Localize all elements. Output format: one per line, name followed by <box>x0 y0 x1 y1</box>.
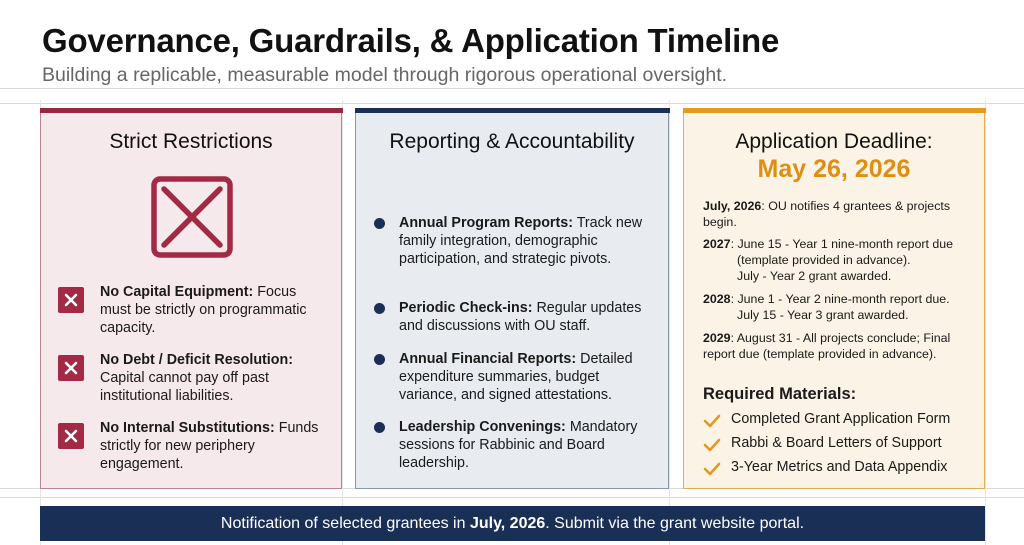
divider <box>669 100 670 545</box>
required-materials-title: Required Materials: <box>703 385 857 403</box>
panel-title: Reporting & Accountability <box>389 130 635 153</box>
report-description: Mandatory sessions for Rabbinic and Board leadership. <box>399 419 638 471</box>
deadline-date: May 26, 2026 <box>757 155 911 183</box>
timeline-text: July - Year 2 grant awarded. <box>737 269 892 283</box>
bullet-icon <box>374 303 385 314</box>
timeline-year: July, 2026 <box>703 199 762 213</box>
timeline-text: : June 1 - Year 2 nine-month report due. <box>730 292 950 306</box>
checkmark-icon <box>703 438 721 452</box>
page-title: Governance, Guardrails, & Application Timeline <box>42 22 780 59</box>
restriction-text <box>100 283 330 337</box>
divider <box>0 497 1024 498</box>
report-label: Annual Financial Reports: <box>399 351 577 367</box>
bullet-icon <box>374 354 385 365</box>
list-item <box>703 459 973 479</box>
restriction-label: No Internal Substitutions: <box>100 420 275 436</box>
required-item: Rabbi & Board Letters of Support <box>731 435 942 451</box>
timeline-year: 2029 <box>703 331 731 345</box>
report-label: Annual Program Reports: <box>399 215 573 231</box>
timeline-text: : June 15 - Year 1 nine-month report due <box>730 237 954 251</box>
report-label: Leadership Convenings: <box>399 419 566 435</box>
report-label: Periodic Check-ins: <box>399 300 533 316</box>
divider <box>985 100 986 545</box>
timeline-item <box>703 291 973 323</box>
report-description: Detailed expenditure summaries, budget variance, and signed attestations. <box>399 351 633 403</box>
timeline-item <box>703 236 973 284</box>
timeline-text: : OU notifies 4 grantees & projects begin. <box>703 199 951 229</box>
restriction-text <box>100 419 330 473</box>
reporting-panel <box>355 108 669 489</box>
bullet-icon <box>374 422 385 433</box>
restriction-text <box>100 351 330 405</box>
bullet-icon <box>374 218 385 229</box>
restrictions-panel <box>40 108 342 489</box>
footer-banner <box>40 506 985 541</box>
restriction-label: No Debt / Deficit Resolution: <box>100 352 294 368</box>
timeline-text: : August 31 - All projects conclude; Final report due (template provided in advance). <box>703 331 951 361</box>
divider <box>0 88 1024 89</box>
timeline-year: 2028 <box>703 292 731 306</box>
checkmark-icon <box>703 462 721 476</box>
report-text <box>399 299 659 335</box>
panel-accent-bar <box>683 108 986 113</box>
panel-title: Strict Restrictions <box>109 130 273 153</box>
x-icon <box>58 355 84 381</box>
report-text <box>399 350 659 404</box>
footer-text: . Submit via the grant website portal. <box>545 515 805 532</box>
x-icon <box>58 287 84 313</box>
deadline-panel <box>683 108 985 489</box>
report-description: Regular updates and discussions with OU staff. <box>399 300 642 334</box>
divider <box>0 103 1024 104</box>
checkmark-icon <box>703 414 721 428</box>
page-subtitle: Building a replicable, measurable model through rigorous operational oversight. <box>42 64 728 86</box>
required-item: 3-Year Metrics and Data Appendix <box>731 459 948 475</box>
footer-highlight: July, 2026 <box>469 515 546 532</box>
x-box-icon <box>151 176 233 258</box>
timeline-item <box>703 330 973 362</box>
list-item <box>703 411 973 431</box>
restriction-description: Funds strictly for new periphery engagement. <box>100 420 319 472</box>
panel-accent-bar <box>355 108 670 113</box>
required-item: Completed Grant Application Form <box>731 411 951 427</box>
report-text <box>399 418 659 472</box>
report-description: Track new family integration, demographic participation, and strategic pivots. <box>399 215 643 267</box>
restriction-label: No Capital Equipment: <box>100 284 254 300</box>
timeline-item <box>703 198 973 230</box>
restriction-description: Focus must be strictly on programmatic capacity. <box>100 284 307 336</box>
timeline-text: (template provided in advance). <box>737 253 911 267</box>
footer-text: Notification of selected grantees in <box>220 515 470 532</box>
panel-accent-bar <box>40 108 343 113</box>
x-icon <box>58 423 84 449</box>
panel-title: Application Deadline: <box>735 130 933 153</box>
timeline-year: 2027 <box>703 237 731 251</box>
timeline-text: July 15 - Year 3 grant awarded. <box>737 308 909 322</box>
list-item <box>703 435 973 455</box>
divider <box>342 100 343 545</box>
report-text <box>399 214 659 268</box>
restriction-description: Capital cannot pay off past institutional liabilities. <box>100 370 270 404</box>
